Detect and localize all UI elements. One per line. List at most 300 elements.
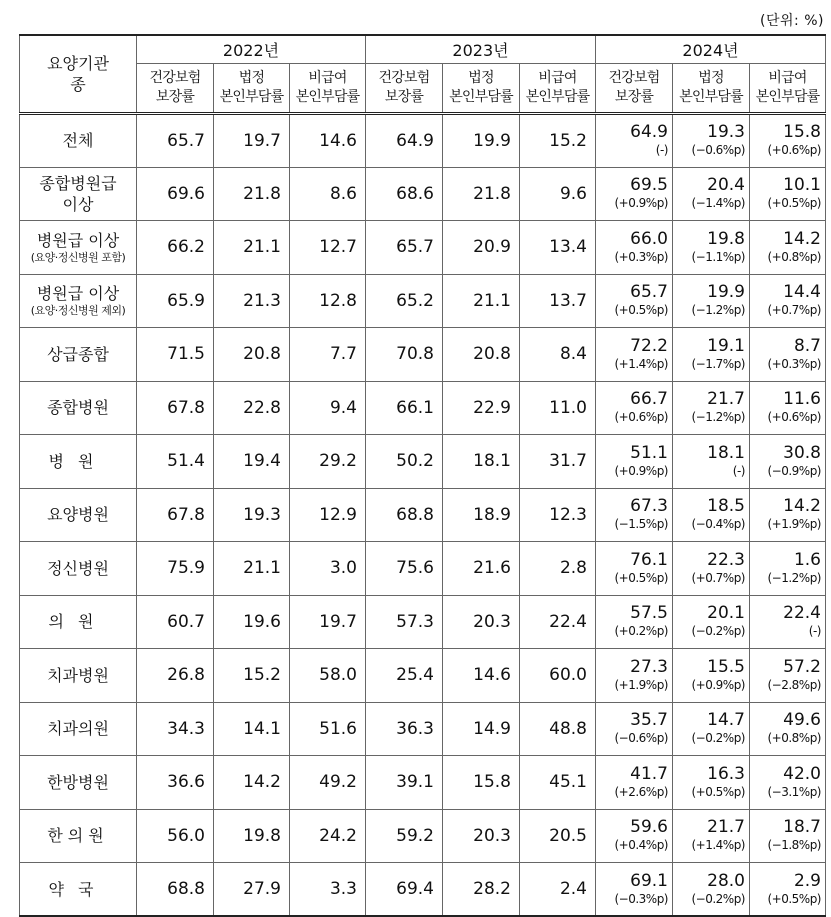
value-cell-y2024: [750, 702, 826, 756]
change-2024: (−0.2%p): [691, 624, 745, 639]
value-2024: 57.5: [630, 603, 668, 624]
value-cell-y2022: 58.0: [290, 649, 366, 703]
institution-label: 전체: [62, 131, 94, 151]
value-cell-y2023: 18.1: [443, 435, 520, 489]
table-row: [20, 702, 826, 756]
value-2024: 2.9: [793, 870, 821, 891]
value-cell-y2024: [750, 756, 826, 810]
value-2024: 20.4: [707, 175, 745, 196]
institution-name: [20, 595, 137, 649]
value-cell-y2024: [596, 809, 673, 863]
value-cell-y2024: [673, 809, 750, 863]
change-2024: (+0.5%p): [767, 891, 821, 906]
change-2024: (−1.5%p): [614, 517, 668, 532]
value-cell-y2022: 14.1: [214, 702, 290, 756]
value-2024: 14.2: [783, 496, 821, 517]
institution-name: [20, 702, 137, 756]
value-cell-y2024: [673, 542, 750, 596]
value-2024: 19.9: [707, 282, 745, 303]
value-cell-y2024: [596, 863, 673, 917]
subheader-line2: 본인부담률: [449, 89, 513, 105]
value-cell-y2024: [596, 542, 673, 596]
institution-label: 한방병원: [47, 772, 109, 792]
institution-name: [20, 649, 137, 703]
value-cell-y2022: 14.2: [214, 756, 290, 810]
value-cell-y2024: [596, 274, 673, 328]
value-2024: 51.1: [630, 442, 668, 463]
value-cell-y2024: [673, 702, 750, 756]
value-cell-y2023: 66.1: [366, 381, 443, 435]
subheader-line2: 본인부담률: [755, 89, 820, 105]
subheader-line2: 본인부담률: [219, 89, 284, 105]
value-cell-y2022: 12.9: [290, 488, 366, 542]
value-cell-y2023: 65.7: [366, 221, 443, 275]
value-cell-y2022: 65.9: [137, 274, 214, 328]
value-2024: 18.1: [707, 442, 745, 463]
change-2024: (−1.7%p): [691, 356, 745, 371]
change-2024: (+0.8%p): [767, 249, 821, 264]
change-2024: (-): [808, 624, 821, 639]
value-cell-y2022: 21.3: [214, 274, 290, 328]
institution-label: 상급종합: [47, 344, 109, 364]
value-cell-y2024: [750, 274, 826, 328]
institution-name: [20, 167, 137, 221]
change-2024: (+0.5%p): [614, 303, 668, 318]
value-cell-y2022: 19.7: [290, 595, 366, 649]
value-2024: 14.7: [707, 710, 745, 731]
value-2024: 14.2: [783, 228, 821, 249]
value-2024: 59.6: [630, 817, 668, 838]
value-cell-y2023: 70.8: [366, 328, 443, 382]
value-2024: 76.1: [630, 549, 668, 570]
subheader-line2: 보장률: [384, 89, 424, 105]
value-cell-y2023: 2.4: [520, 863, 596, 917]
subheader-cell: [137, 64, 214, 114]
value-cell-y2022: 3.3: [290, 863, 366, 917]
institution-name: [20, 274, 137, 328]
value-cell-y2022: 19.4: [214, 435, 290, 489]
value-cell-y2023: 65.2: [366, 274, 443, 328]
value-cell-y2024: [673, 274, 750, 328]
change-2024: (−1.8%p): [767, 838, 821, 853]
value-cell-y2024: [673, 488, 750, 542]
table-row: [20, 595, 826, 649]
value-cell-y2022: 9.4: [290, 381, 366, 435]
change-2024: (+0.3%p): [614, 249, 668, 264]
value-cell-y2024: [673, 756, 750, 810]
subheader-cell: [750, 64, 826, 114]
value-cell-y2023: 60.0: [520, 649, 596, 703]
change-2024: (+2.6%p): [614, 784, 668, 799]
value-cell-y2022: 68.8: [137, 863, 214, 917]
institution-label: 병원: [48, 451, 108, 471]
change-2024: (-): [655, 143, 668, 158]
subheader-line1: 건강보험: [608, 70, 660, 86]
value-2024: 72.2: [630, 335, 668, 356]
value-cell-y2023: 59.2: [366, 809, 443, 863]
value-cell-y2022: 19.6: [214, 595, 290, 649]
value-cell-y2024: [673, 863, 750, 917]
value-cell-y2023: 11.0: [520, 381, 596, 435]
table-row: [20, 809, 826, 863]
value-cell-y2022: 56.0: [137, 809, 214, 863]
value-cell-y2023: 20.5: [520, 809, 596, 863]
institution-name: [20, 435, 137, 489]
value-2024: 19.1: [707, 335, 745, 356]
corner-line2: 종: [70, 75, 86, 94]
institution-label: 치과의원: [47, 719, 109, 739]
institution-sublabel: (요양·정신병원 포함): [30, 250, 126, 264]
subheader-line1: 비급여: [308, 70, 347, 86]
table-row: [20, 863, 826, 917]
change-2024: (+0.9%p): [614, 196, 668, 211]
value-2024: 42.0: [783, 763, 821, 784]
value-2024: 15.5: [707, 656, 745, 677]
corner-header: [20, 35, 137, 114]
year-header-2022: 2022년: [137, 35, 366, 64]
value-cell-y2023: 14.6: [443, 649, 520, 703]
value-cell-y2022: 21.1: [214, 542, 290, 596]
table-row: [20, 542, 826, 596]
change-2024: (−1.2%p): [767, 570, 821, 585]
value-cell-y2022: 15.2: [214, 649, 290, 703]
value-cell-y2023: 36.3: [366, 702, 443, 756]
value-cell-y2024: [750, 328, 826, 382]
value-cell-y2024: [750, 809, 826, 863]
value-cell-y2022: 26.8: [137, 649, 214, 703]
value-2024: 21.7: [707, 389, 745, 410]
value-cell-y2023: 31.7: [520, 435, 596, 489]
change-2024: (+0.6%p): [767, 410, 821, 425]
subheader-line2: 보장률: [155, 89, 195, 105]
value-2024: 49.6: [783, 710, 821, 731]
table-row: [20, 381, 826, 435]
change-2024: (+0.6%p): [767, 143, 821, 158]
value-cell-y2023: 20.9: [443, 221, 520, 275]
value-cell-y2023: 9.6: [520, 167, 596, 221]
value-2024: 20.1: [707, 603, 745, 624]
change-2024: (+0.5%p): [614, 570, 668, 585]
value-cell-y2023: 57.3: [366, 595, 443, 649]
value-cell-y2023: 19.9: [443, 114, 520, 168]
value-cell-y2022: 67.8: [137, 381, 214, 435]
change-2024: (−0.6%p): [614, 731, 668, 746]
value-cell-y2022: 65.7: [137, 114, 214, 168]
value-cell-y2022: 14.6: [290, 114, 366, 168]
institution-label: 정신병원: [47, 558, 109, 578]
change-2024: (−0.9%p): [767, 463, 821, 478]
institution-name: [20, 488, 137, 542]
value-cell-y2022: 12.8: [290, 274, 366, 328]
change-2024: (+0.4%p): [614, 838, 668, 853]
value-cell-y2024: [750, 435, 826, 489]
value-2024: 8.7: [793, 335, 821, 356]
subheader-line1: 법정: [468, 70, 494, 86]
subheader-line2: 보장률: [614, 89, 654, 105]
value-cell-y2023: 21.8: [443, 167, 520, 221]
value-2024: 66.0: [630, 228, 668, 249]
value-2024: 15.8: [783, 122, 821, 143]
value-cell-y2023: 50.2: [366, 435, 443, 489]
institution-name: [20, 381, 137, 435]
value-cell-y2022: 21.8: [214, 167, 290, 221]
subheader-line2: 본인부담률: [525, 89, 590, 105]
value-cell-y2022: 19.3: [214, 488, 290, 542]
change-2024: (+0.6%p): [614, 410, 668, 425]
institution-sublabel: (요양·정신병원 제외): [30, 304, 126, 318]
subheader-line1: 건강보험: [378, 70, 430, 86]
value-2024: 57.2: [783, 656, 821, 677]
value-cell-y2024: [673, 114, 750, 168]
value-cell-y2024: [750, 221, 826, 275]
institution-name: [20, 863, 137, 917]
value-cell-y2024: [750, 114, 826, 168]
table-row: [20, 435, 826, 489]
value-cell-y2023: 14.9: [443, 702, 520, 756]
value-cell-y2024: [596, 435, 673, 489]
value-cell-y2023: 13.7: [520, 274, 596, 328]
subheader-cell: [443, 64, 520, 114]
value-2024: 64.9: [630, 122, 668, 143]
institution-label: 한의원: [47, 826, 109, 846]
year-header-2024: 2024년: [596, 35, 826, 64]
value-cell-y2022: 49.2: [290, 756, 366, 810]
institution-name: [20, 328, 137, 382]
coverage-table: [19, 34, 826, 917]
institution-name: [20, 809, 137, 863]
value-cell-y2024: [750, 649, 826, 703]
value-cell-y2023: 25.4: [366, 649, 443, 703]
value-cell-y2024: [673, 381, 750, 435]
institution-label-line2: 이상: [62, 194, 94, 214]
change-2024: (-): [732, 463, 745, 478]
institution-label: 병원급 이상: [36, 230, 120, 250]
value-cell-y2023: 20.3: [443, 809, 520, 863]
change-2024: (+1.4%p): [691, 838, 745, 853]
subheader-cell: [596, 64, 673, 114]
value-cell-y2023: 21.6: [443, 542, 520, 596]
table-row: [20, 756, 826, 810]
subheader-line2: 본인부담률: [295, 89, 360, 105]
table-row: [20, 274, 826, 328]
value-cell-y2023: 48.8: [520, 702, 596, 756]
value-cell-y2023: 22.9: [443, 381, 520, 435]
value-cell-y2022: 34.3: [137, 702, 214, 756]
institution-name: [20, 542, 137, 596]
value-cell-y2023: 75.6: [366, 542, 443, 596]
value-cell-y2023: 68.6: [366, 167, 443, 221]
value-cell-y2024: [673, 595, 750, 649]
institution-label: 종합병원: [47, 398, 109, 418]
value-cell-y2024: [673, 328, 750, 382]
value-cell-y2022: 22.8: [214, 381, 290, 435]
value-cell-y2022: 19.8: [214, 809, 290, 863]
value-cell-y2022: 36.6: [137, 756, 214, 810]
institution-name: [20, 221, 137, 275]
institution-label: 치과병원: [47, 665, 109, 685]
value-cell-y2023: 20.8: [443, 328, 520, 382]
value-cell-y2024: [596, 221, 673, 275]
value-2024: 69.5: [630, 175, 668, 196]
value-cell-y2024: [750, 488, 826, 542]
subheader-cell: [214, 64, 290, 114]
change-2024: (−0.2%p): [691, 891, 745, 906]
value-cell-y2023: 12.3: [520, 488, 596, 542]
value-cell-y2024: [750, 595, 826, 649]
value-cell-y2024: [596, 649, 673, 703]
change-2024: (+0.9%p): [614, 463, 668, 478]
value-cell-y2023: 22.4: [520, 595, 596, 649]
value-cell-y2022: 69.6: [137, 167, 214, 221]
change-2024: (+0.5%p): [767, 196, 821, 211]
change-2024: (+0.5%p): [691, 784, 745, 799]
change-2024: (−0.4%p): [691, 517, 745, 532]
change-2024: (+0.2%p): [614, 624, 668, 639]
value-2024: 22.3: [707, 549, 745, 570]
value-cell-y2022: 8.6: [290, 167, 366, 221]
value-cell-y2023: 21.1: [443, 274, 520, 328]
value-cell-y2022: 12.7: [290, 221, 366, 275]
value-cell-y2023: 45.1: [520, 756, 596, 810]
change-2024: (−0.3%p): [614, 891, 668, 906]
institution-label: 의원: [48, 612, 108, 632]
value-cell-y2022: 19.7: [214, 114, 290, 168]
value-2024: 66.7: [630, 389, 668, 410]
value-cell-y2024: [596, 595, 673, 649]
value-cell-y2023: 15.2: [520, 114, 596, 168]
institution-label: 병원급 이상: [36, 284, 120, 304]
change-2024: (−1.1%p): [691, 249, 745, 264]
value-cell-y2024: [673, 649, 750, 703]
table-row: [20, 649, 826, 703]
value-cell-y2023: 69.4: [366, 863, 443, 917]
value-cell-y2022: 51.4: [137, 435, 214, 489]
value-cell-y2022: 24.2: [290, 809, 366, 863]
value-2024: 19.8: [707, 228, 745, 249]
value-cell-y2024: [596, 381, 673, 435]
change-2024: (−1.4%p): [691, 196, 745, 211]
value-cell-y2024: [750, 167, 826, 221]
value-2024: 22.4: [783, 603, 821, 624]
table-row: [20, 221, 826, 275]
value-2024: 35.7: [630, 710, 668, 731]
value-cell-y2024: [673, 167, 750, 221]
value-cell-y2022: 7.7: [290, 328, 366, 382]
subheader-cell: [290, 64, 366, 114]
change-2024: (+0.8%p): [767, 731, 821, 746]
table-header: [20, 35, 826, 114]
change-2024: (−1.2%p): [691, 303, 745, 318]
change-2024: (+0.3%p): [767, 356, 821, 371]
value-cell-y2024: [596, 167, 673, 221]
value-2024: 18.5: [707, 496, 745, 517]
change-2024: (−2.8%p): [767, 677, 821, 692]
subheader-line1: 법정: [238, 70, 265, 86]
value-2024: 30.8: [783, 442, 821, 463]
value-cell-y2023: 68.8: [366, 488, 443, 542]
value-cell-y2023: 64.9: [366, 114, 443, 168]
value-cell-y2023: 13.4: [520, 221, 596, 275]
value-2024: 28.0: [707, 870, 745, 891]
value-cell-y2023: 39.1: [366, 756, 443, 810]
value-cell-y2024: [750, 542, 826, 596]
value-cell-y2022: 51.6: [290, 702, 366, 756]
change-2024: (+1.4%p): [614, 356, 668, 371]
change-2024: (−3.1%p): [767, 784, 821, 799]
value-cell-y2024: [596, 702, 673, 756]
value-cell-y2023: 2.8: [520, 542, 596, 596]
value-cell-y2022: 20.8: [214, 328, 290, 382]
value-cell-y2024: [673, 435, 750, 489]
change-2024: (+0.7%p): [767, 303, 821, 318]
value-cell-y2022: 66.2: [137, 221, 214, 275]
year-header-2023: 2023년: [366, 35, 596, 64]
value-cell-y2022: 67.8: [137, 488, 214, 542]
change-2024: (+0.7%p): [691, 570, 745, 585]
value-cell-y2024: [596, 488, 673, 542]
subheader-cell: [673, 64, 750, 114]
value-2024: 67.3: [630, 496, 668, 517]
value-cell-y2023: 20.3: [443, 595, 520, 649]
value-2024: 69.1: [630, 870, 668, 891]
value-cell-y2022: 29.2: [290, 435, 366, 489]
value-cell-y2024: [750, 381, 826, 435]
change-2024: (−0.2%p): [691, 731, 745, 746]
table-body: [20, 114, 826, 917]
subheader-cell: [366, 64, 443, 114]
table-row: [20, 114, 826, 168]
change-2024: (+1.9%p): [614, 677, 668, 692]
value-cell-y2022: 75.9: [137, 542, 214, 596]
table-row: [20, 167, 826, 221]
value-2024: 65.7: [630, 282, 668, 303]
value-cell-y2024: [596, 756, 673, 810]
institution-name: [20, 114, 137, 168]
value-2024: 21.7: [707, 817, 745, 838]
table-row: [20, 328, 826, 382]
change-2024: (+1.9%p): [767, 517, 821, 532]
value-cell-y2022: 27.9: [214, 863, 290, 917]
institution-label: 종합병원급: [39, 173, 117, 193]
value-cell-y2022: 21.1: [214, 221, 290, 275]
value-cell-y2023: 28.2: [443, 863, 520, 917]
subheader-cell: [520, 64, 596, 114]
table-row: [20, 488, 826, 542]
change-2024: (+0.9%p): [691, 677, 745, 692]
value-cell-y2022: 60.7: [137, 595, 214, 649]
change-2024: (−0.6%p): [691, 143, 745, 158]
subheader-line2: 본인부담률: [679, 89, 743, 105]
value-2024: 1.6: [793, 549, 821, 570]
value-cell-y2023: 18.9: [443, 488, 520, 542]
value-cell-y2022: 3.0: [290, 542, 366, 596]
value-2024: 41.7: [630, 763, 668, 784]
value-2024: 27.3: [630, 656, 668, 677]
value-cell-y2023: 8.4: [520, 328, 596, 382]
value-2024: 19.3: [707, 122, 745, 143]
value-2024: 18.7: [783, 817, 821, 838]
value-cell-y2024: [596, 328, 673, 382]
value-cell-y2023: 15.8: [443, 756, 520, 810]
institution-name: [20, 756, 137, 810]
corner-line1: 요양기관: [47, 54, 109, 73]
value-cell-y2022: 71.5: [137, 328, 214, 382]
value-cell-y2024: [673, 221, 750, 275]
unit-label: (단위: %): [760, 13, 824, 29]
value-cell-y2024: [750, 863, 826, 917]
value-cell-y2024: [596, 114, 673, 168]
value-2024: 11.6: [783, 389, 821, 410]
